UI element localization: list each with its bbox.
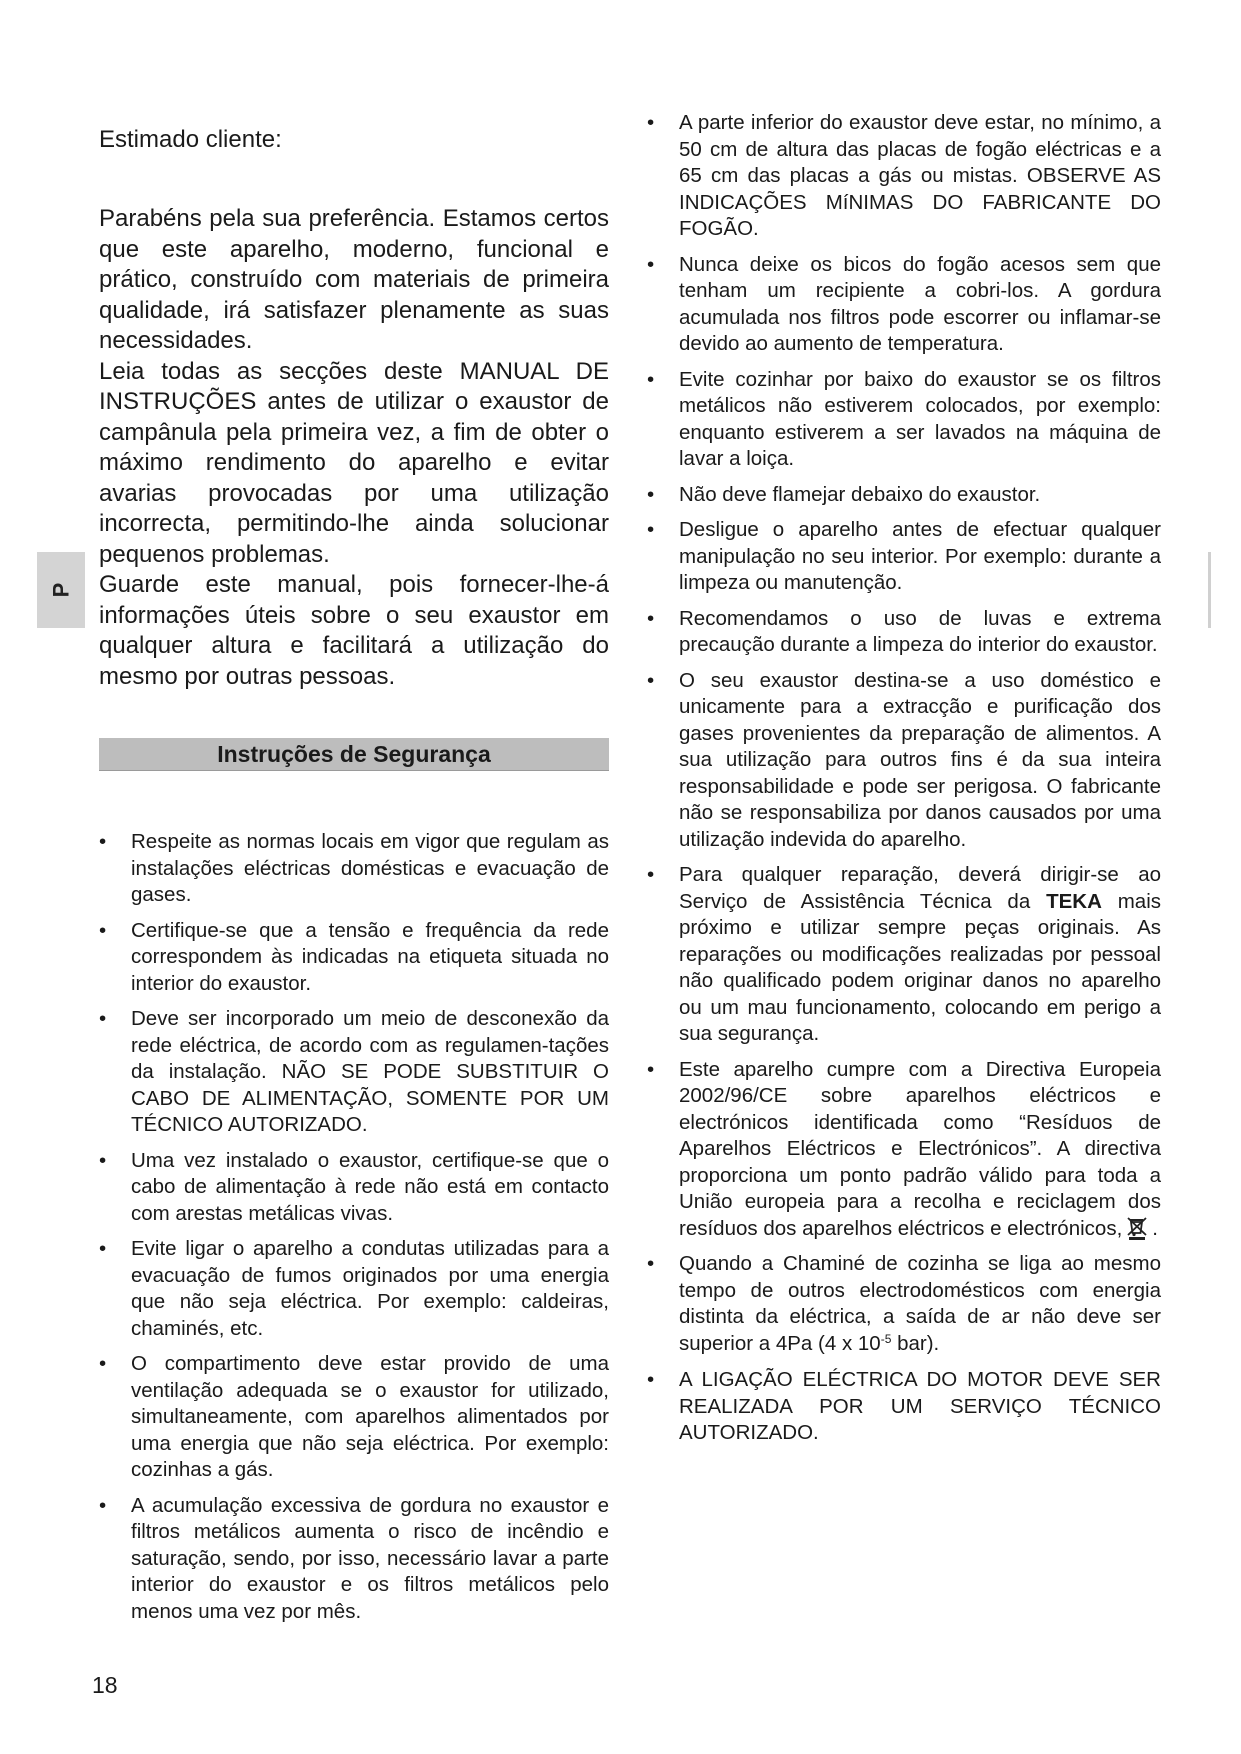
bullet-icon: • [99, 1352, 107, 1375]
list-item [647, 110, 1161, 243]
list-item-text: Desligue o aparelho antes de efectuar qualquer manipulação no seu interior. Por exemplo: durante a limpeza ou manutenção. [679, 518, 1161, 594]
list-item-text: A parte inferior do exaustor deve estar, no mínimo, a 50 cm de altura das placas de fogão eléctricas e a 65 cm das placas a gás ou mistas. OBSERVE AS INDICAÇÕES MíNIMAS DO FABRICANTE DO FOGÃO. [679, 111, 1161, 240]
list-item [99, 1236, 609, 1342]
bullet-icon: • [647, 482, 655, 506]
list-item-text: Recomendamos o uso de luvas e extrema precaução durante a limpeza do interior do exaustor. [679, 606, 1161, 656]
list-item-text: bar). [891, 1331, 940, 1355]
bullet-icon: • [647, 668, 655, 692]
exponent: -5 [880, 1331, 892, 1346]
repair-list-item [647, 862, 1161, 1048]
list-item [647, 606, 1161, 659]
right-column [647, 110, 1161, 1456]
intro-text [99, 204, 609, 692]
list-item [647, 482, 1161, 509]
chimney-list-item [647, 1251, 1161, 1357]
margin-rule [1208, 552, 1211, 628]
list-item-text: Este aparelho cumpre com a Directiva Europeia 2002/96/CE sobre aparelhos eléctricos e electrónicos identificada como “Resíduos de Aparelhos Eléctricos e Electrónicos”. A directiva proporciona um ponto padrão válido para toda a União europeia para a recolha e reciclagem dos resíduos dos aparelhos eléctricos e electrónicos, [679, 1057, 1161, 1240]
list-item-text: Não deve flamejar debaixo do exaustor. [679, 482, 1041, 506]
list-item-text: . [1152, 1216, 1158, 1240]
right-safety-list [647, 110, 1161, 1447]
list-item [647, 367, 1161, 473]
list-item-text: Para qualquer reparação, deverá dirigir-se ao Serviço de Assistência Técnica da [679, 863, 1161, 913]
list-item-text: Evite cozinhar por baixo do exaustor se os filtros metálicos não estiverem colocados, por exemplo: enquanto estiverem a ser lavados na máquina de lavar a loiça. [679, 367, 1161, 470]
list-item [647, 252, 1161, 358]
bullet-icon: • [99, 830, 107, 853]
list-item [99, 918, 609, 998]
section-title: Instruções de Segurança [99, 738, 609, 771]
list-item-text: Nunca deixe os bicos do fogão acesos sem que tenham um recipiente a cobri-los. A gordura acumulada nos filtros pode escorrer ou inflamar-se devido ao aumento de temperatura. [679, 252, 1161, 355]
crossed-out-wheelie-bin-icon [1126, 1216, 1148, 1240]
brand-name: TEKA [1046, 889, 1102, 913]
list-item [647, 517, 1161, 597]
bullet-icon: • [647, 252, 655, 276]
list-item-text: mais próximo e utilizar sempre peças originais. As reparações ou modificações realizadas por pessoal não qualificado podem originar danos no aparelho ou um mau funcionamento, colocando em perigo a sua segurança. [679, 889, 1162, 1045]
list-item [99, 829, 609, 909]
page-number: 18 [92, 1672, 118, 1698]
left-safety-list [99, 829, 609, 1625]
bullet-icon: • [99, 1148, 107, 1172]
bullet-icon: • [99, 918, 107, 942]
intro-paragraph: Guarde este manual, pois fornecer-lhe-á informações úteis sobre o seu exaustor em qualquer altura e facilitará a utilização do mesmo por outras pessoas. [99, 571, 609, 690]
bullet-icon: • [647, 367, 655, 391]
bullet-icon: • [647, 1057, 655, 1081]
bullet-icon: • [99, 1237, 107, 1260]
language-tab-label: P [48, 582, 73, 598]
list-item [99, 1351, 609, 1484]
list-item-text: Certifique-se que a tensão e frequência da rede correspondem às indicadas na etiqueta situada no interior do exaustor. [131, 918, 609, 995]
bullet-icon: • [647, 1252, 655, 1275]
weee-list-item [647, 1057, 1161, 1243]
greeting: Estimado cliente: [99, 126, 282, 153]
list-item-text: A acumulação excessiva de gordura no exaustor e filtros metálicos aumenta o risco de incêndio e saturação, sendo, por isso, necessário lavar a parte interior do exaustor e os filtros metálicos pelo menos uma vez por mês. [131, 1493, 609, 1623]
left-column [99, 118, 609, 1634]
list-item [99, 1148, 609, 1228]
language-tab [37, 552, 85, 628]
list-item-text: Uma vez instalado o exaustor, certifique-se que o cabo de alimentação à rede não está em contacto com arestas metálicas vivas. [131, 1148, 609, 1225]
motor-warning-item [647, 1367, 1161, 1447]
bullet-icon: • [647, 1368, 655, 1391]
bullet-icon: • [99, 1007, 107, 1030]
list-item-text: Respeite as normas locais em vigor que regulam as instalações eléctricas domésticas e evacuação de gases. [131, 830, 609, 906]
list-item-text: Deve ser incorporado um meio de desconexão da rede eléctrica, de acordo com as regulamen-tações da instalação. NÃO SE PODE SUBSTITUIR O CABO DE ALIMENTAÇÃO, SOMENTE POR UM TÉCNICO AUTORIZADO. [131, 1007, 609, 1136]
list-item-text: Evite ligar o aparelho a condutas utilizadas para a evacuação de fumos originados por uma energia que não seja eléctrica. Por exemplo: caldeiras, chaminés, etc. [131, 1237, 609, 1340]
list-item-text: O compartimento deve estar provido de uma ventilação adequada se o exaustor for utilizado, simultaneamente, com aparelhos alimentados por uma energia que não seja eléctrica. Por exemplo: cozinhas a gás. [131, 1352, 609, 1481]
bullet-icon: • [647, 518, 655, 541]
intro-paragraph: Leia todas as secções deste MANUAL DE INSTRUÇÕES antes de utilizar o exaustor de campânula pela primeira vez, a fim de obter o máximo rendimento do aparelho e evitar avarias provocadas por uma utilização incorrecta, permitindo-lhe ainda solucionar pequenos problemas. [99, 357, 609, 568]
list-item [99, 1493, 609, 1626]
list-item [99, 1006, 609, 1139]
bullet-icon: • [647, 111, 655, 134]
intro-paragraph: Parabéns pela sua preferência. Estamos certos que este aparelho, moderno, funcional e prático, construído com materiais de primeira qualidade, irá satisfazer plenamente as suas necessidades. [99, 205, 609, 354]
motor-warning-text: A LIGAÇÃO ELÉCTRICA DO MOTOR DEVE SER REALIZADA POR UM SERVIÇO TÉCNICO AUTORIZADO. [679, 1368, 1161, 1444]
list-item-text: O seu exaustor destina-se a uso doméstico e unicamente para a extracção e purificação dos gases provenientes da preparação de alimentos. A sua utilização para outros fins é da sua inteira responsabilidade e pode ser perigosa. O fabricante não se responsabiliza por danos causados por uma utilização indevida do aparelho. [679, 668, 1161, 851]
list-item-text: Quando a Chaminé de cozinha se liga ao mesmo tempo de outros electrodomésticos com energia distinta da eléctrica, a saída de ar não deve ser superior a 4Pa (4 x 10 [679, 1252, 1161, 1355]
list-item [647, 668, 1161, 854]
bullet-icon: • [647, 863, 655, 886]
bullet-icon: • [647, 606, 655, 630]
bullet-icon: • [99, 1493, 107, 1517]
